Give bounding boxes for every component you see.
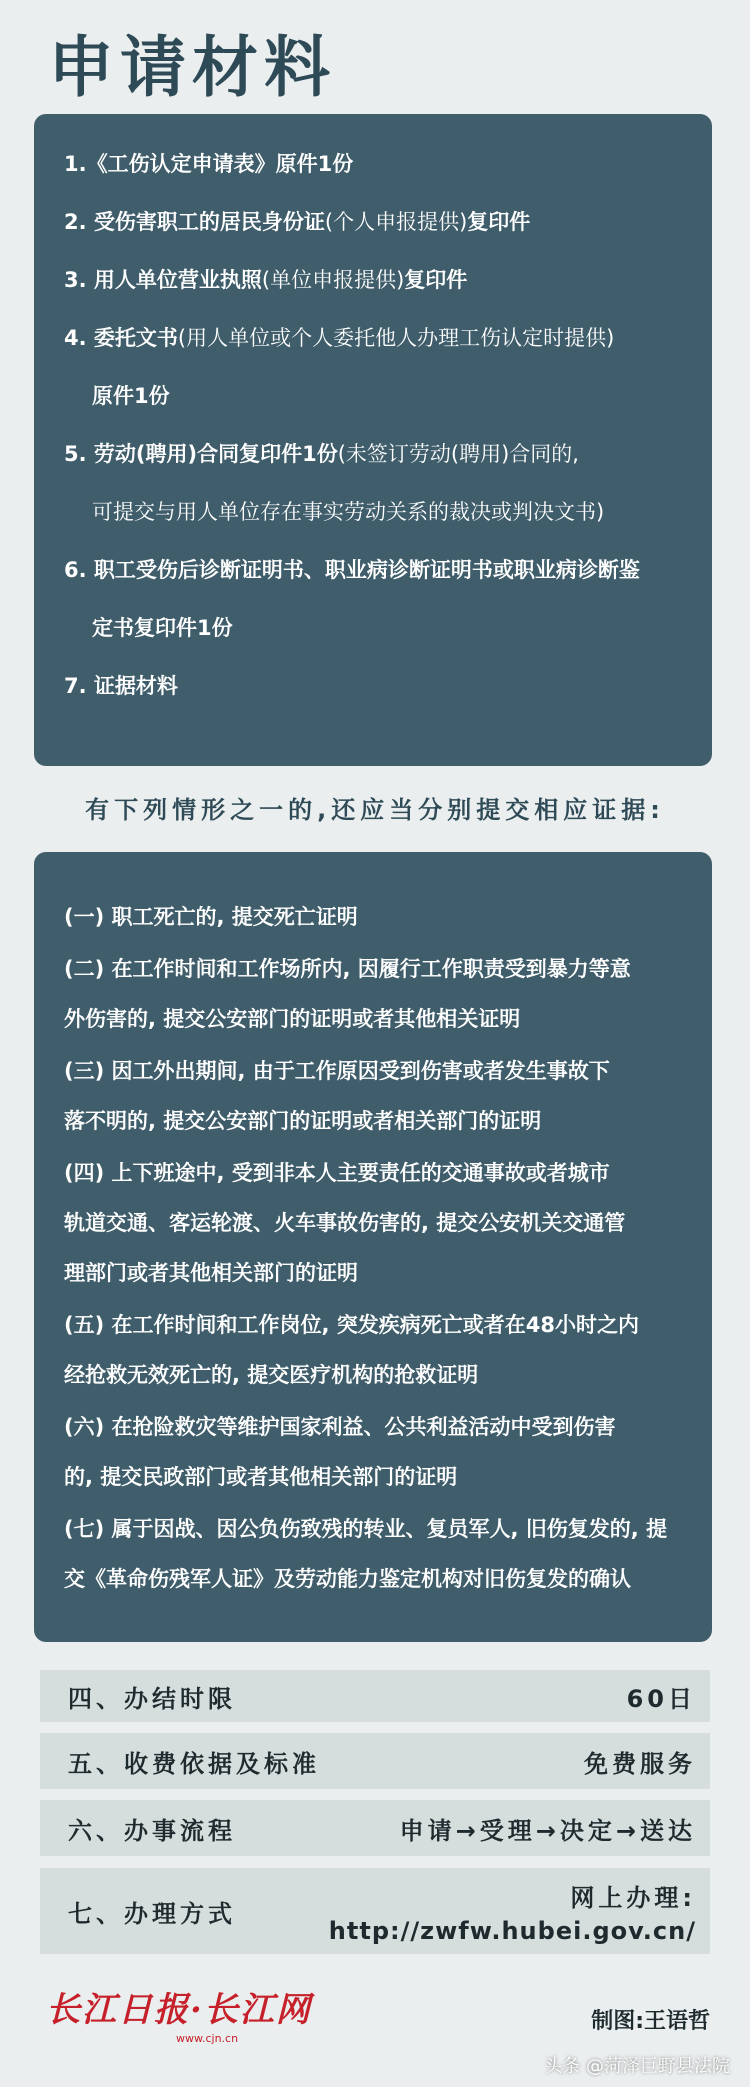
row-method	[40, 1868, 710, 1954]
row-value: 60日	[626, 1684, 696, 1713]
conditions-panel	[34, 852, 712, 1642]
condition-item-1: (一) 职工死亡的, 提交死亡证明	[64, 905, 358, 929]
design-credit: 制图:王语哲	[591, 2009, 710, 2034]
condition-item-6: (六) 在抢险救灾等维护国家利益、公共利益活动中受到伤害 的, 提交民政部门或者其他相关部门的证明	[64, 1415, 616, 1489]
publisher-logo: 长江日报·长江网	[46, 1990, 312, 2030]
material-item-6: 6. 职工受伤后诊断证明书、职业病诊断证明书或职业病诊断鉴 定书复印件1份	[64, 558, 640, 640]
row-label: 五、收费依据及标准	[68, 1749, 320, 1778]
material-item-3: 3. 用人单位营业执照(单位申报提供)复印件	[64, 268, 468, 292]
row-label: 七、办理方式	[68, 1899, 236, 1928]
row-value: 申请→受理→决定→送达	[399, 1816, 696, 1845]
material-item-7: 7. 证据材料	[64, 674, 178, 698]
condition-item-5: (五) 在工作时间和工作岗位, 突发疾病死亡或者在48小时之内 经抢救无效死亡的, 提交医疗机构的抢救证明	[64, 1313, 640, 1387]
condition-item-7: (七) 属于因战、因公负伤致残的转业、复员军人, 旧伤复发的, 提 交《革命伤残军人证》及劳动能力鉴定机构对旧伤复发的确认	[64, 1517, 668, 1591]
website-link[interactable]: http://zwfw.hubei.gov.cn/	[328, 1916, 696, 1945]
row-process	[40, 1800, 710, 1856]
material-item-5: 5. 劳动(聘用)合同复印件1份(未签订劳动(聘用)合同的, 可提交与用人单位存在事实劳动关系的裁决或判决文书)	[64, 442, 605, 524]
row-value: 免费服务	[584, 1749, 696, 1778]
row-value: 网上办理: http://zwfw.hubei.gov.cn/	[328, 1883, 696, 1945]
row-label: 六、办事流程	[68, 1816, 236, 1845]
material-item-4: 4. 委托文书(用人单位或个人委托他人办理工伤认定时提供) 原件1份	[64, 326, 615, 408]
row-fee	[40, 1733, 710, 1789]
material-item-1: 1.《工伤认定申请表》原件1份	[64, 152, 354, 176]
publisher-url: www.cjn.cn	[176, 2032, 239, 2045]
row-time-limit	[40, 1670, 710, 1722]
condition-item-3: (三) 因工外出期间, 由于工作原因受到伤害或者发生事故下 落不明的, 提交公安部门的证明或者相关部门的证明	[64, 1059, 610, 1133]
material-item-2: 2. 受伤害职工的居民身份证(个人申报提供)复印件	[64, 210, 531, 234]
source-watermark: 头条 @菏泽巨野县法院	[544, 2056, 730, 2077]
condition-item-2: (二) 在工作时间和工作场所内, 因履行工作职责受到暴力等意 外伤害的, 提交公安部门的证明或者其他相关证明	[64, 957, 631, 1031]
condition-item-4: (四) 上下班途中, 受到非本人主要责任的交通事故或者城市 轨道交通、客运轮渡、火车事故伤害的, 提交公安机关交通管 理部门或者其他相关部门的证明	[64, 1161, 626, 1285]
row-label: 四、办结时限	[68, 1684, 236, 1713]
materials-panel	[34, 114, 712, 766]
conditions-heading: 有下列情形之一的,还应当分别提交相应证据:	[85, 796, 665, 824]
page-title: 申请材料	[48, 29, 336, 106]
